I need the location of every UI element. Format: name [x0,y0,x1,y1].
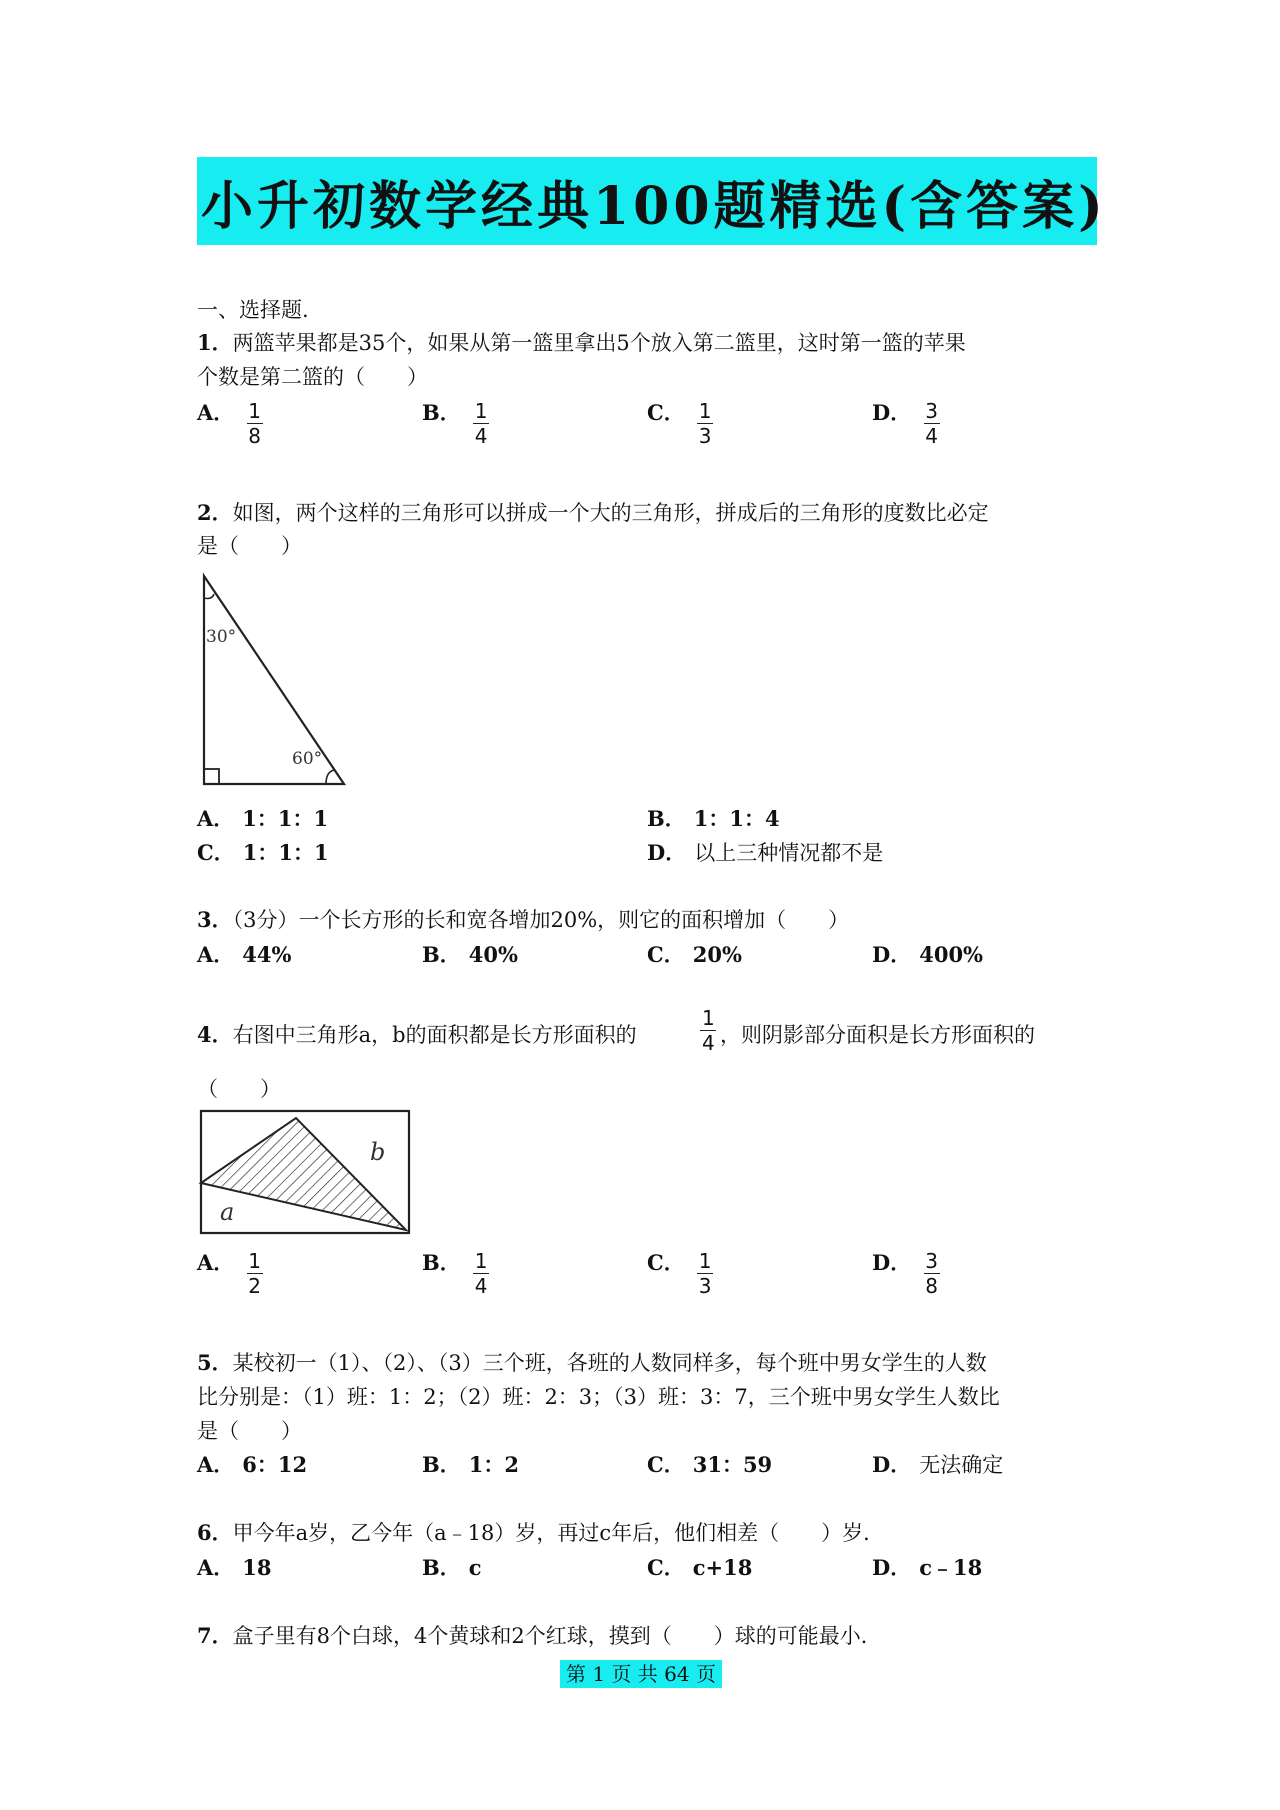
numerator: 3 [925,399,938,423]
label-a: a [220,1198,235,1226]
q3-option-c[interactable] [647,942,742,968]
option-text: c [468,1555,482,1580]
q1-option-c[interactable] [647,400,713,447]
question-3-number: 3． [197,907,233,932]
question-1-line2: 个数是第二篮的（ ） [197,365,428,389]
question-3-line1 [197,907,849,933]
numerator: 1 [248,1249,262,1273]
q5-option-a[interactable] [197,1452,307,1478]
fraction [923,1250,940,1297]
page-footer: 第 1 页 共 64 页 [560,1660,722,1688]
option-label: A． [197,806,235,831]
option-text: 1：2 [468,1452,519,1477]
option-label: C． [647,1555,685,1580]
option-text: 无法确定 [919,1453,1004,1477]
angle-label-60: 60° [292,749,323,769]
question-4-text-start: 右图中三角形a，b的面积都是长方形面积的 [232,1023,637,1047]
q1-option-b[interactable] [422,400,489,447]
option-label: B． [422,942,461,967]
question-5-line1 [197,1350,987,1376]
label-b: b [370,1138,386,1166]
question-7-text: 盒子里有8个白球，4个黄球和2个红球，摸到（ ）球的可能最小． [232,1624,882,1648]
question-4-inline-fraction [700,1007,717,1054]
question-3-text: （3分）一个长方形的长和宽各增加20%，则它的面积增加（ ） [232,908,850,932]
q2-option-a[interactable] [197,806,328,832]
question-4-text-end: ，则阴影部分面积是长方形面积的 [720,1023,1035,1047]
question-1-number: 1． [197,330,233,355]
question-7-line1 [197,1623,882,1649]
denominator: 4 [474,1274,488,1298]
option-label: B． [422,400,461,425]
q6-option-d[interactable] [872,1555,982,1581]
right-triangle-shape [204,576,344,784]
option-label: D． [872,1250,912,1275]
option-text: 1：1：1 [242,806,329,831]
option-text: c﹣18 [919,1555,983,1580]
q6-option-a[interactable] [197,1555,272,1581]
option-text: 18 [242,1555,272,1580]
option-text: 1：1：4 [693,806,780,831]
option-label: C． [197,840,235,865]
question-2-line1 [197,500,989,526]
option-label: C． [647,942,685,967]
q2-option-c[interactable] [197,840,329,866]
q3-option-b[interactable] [422,942,518,968]
q2-option-b[interactable] [647,806,780,832]
option-label: C． [647,1250,685,1275]
triangle-figure [196,572,356,792]
option-label: A． [197,400,235,425]
numerator: 1 [474,1249,488,1273]
q2-option-d[interactable] [647,840,883,866]
question-5-text: 某校初一（1）、（2）、（3）三个班，各班的人数同样多，每个班中男女学生的人数 [232,1351,987,1375]
q4-option-a[interactable] [197,1250,263,1297]
question-4-line1-start [197,1022,637,1048]
fraction [246,400,263,447]
numerator: 1 [698,399,712,423]
denominator: 4 [925,424,938,448]
option-text: 20% [692,942,742,967]
question-2-number: 2． [197,500,233,525]
denominator: 2 [248,1274,262,1298]
fraction [697,1250,714,1297]
option-label: D． [872,1452,912,1477]
fraction [473,1250,490,1297]
question-1-line1 [197,330,966,356]
option-label: B． [422,1250,461,1275]
top-angle-arc [204,594,214,599]
q3-option-a[interactable] [197,942,291,968]
numerator: 1 [702,1006,715,1030]
question-2-line2: 是（ ） [197,534,302,558]
option-label: D． [647,840,687,865]
option-label: C． [647,1452,685,1477]
q4-option-c[interactable] [647,1250,713,1297]
question-6-line1 [197,1520,884,1546]
question-7-number: 7． [197,1623,233,1648]
question-4-line2: （ ） [197,1077,281,1101]
question-5-line3: 是（ ） [197,1419,302,1443]
option-text: 31：59 [692,1452,773,1477]
question-5-number: 5． [197,1350,233,1375]
option-label: A． [197,1452,235,1477]
option-label: C． [647,400,685,425]
option-label: B． [422,1555,461,1580]
q1-option-d[interactable] [872,400,940,447]
option-text: 6：12 [242,1452,308,1477]
q4-option-b[interactable] [422,1250,489,1297]
option-label: D． [872,400,912,425]
q6-option-b[interactable] [422,1555,482,1581]
section-heading: 一、选择题. [197,298,309,322]
fraction [923,400,940,447]
denominator: 4 [474,424,488,448]
question-4-number: 4． [197,1022,233,1047]
angle-label-30: 30° [206,627,237,647]
option-label: A． [197,1555,235,1580]
question-6-text: 甲今年a岁，乙今年（a﹣18）岁，再过c年后，他们相差（ ）岁． [232,1521,885,1545]
page-title: 小升初数学经典100题精选(含答案) [201,175,1107,237]
denominator: 3 [698,1274,712,1298]
question-5-line2: 比分别是：（1）班：1：2；（2）班：2：3；（3）班：3：7，三个班中男女学生人数比 [197,1385,1000,1409]
option-label: A． [197,942,235,967]
q5-option-b[interactable] [422,1452,519,1478]
numerator: 1 [698,1249,712,1273]
title-banner [197,157,1107,245]
question-1-text: 两篮苹果都是35个，如果从第一篮里拿出5个放入第二篮里，这时第一篮的苹果 [232,331,966,355]
option-label: B． [647,806,686,831]
fraction [246,1250,263,1297]
right-angle-mark [204,769,219,784]
denominator: 8 [248,424,262,448]
option-label: D． [872,942,912,967]
option-label: B． [422,1452,461,1477]
option-label: D． [872,1555,912,1580]
option-text: 1：1：1 [242,840,329,865]
option-text: 40% [468,942,518,967]
question-6-number: 6． [197,1520,233,1545]
option-text: 400% [919,942,984,967]
numerator: 1 [248,399,262,423]
question-2-text: 如图，两个这样的三角形可以拼成一个大的三角形，拼成后的三角形的度数比必定 [232,501,989,525]
numerator: 3 [925,1249,938,1273]
numerator: 1 [474,399,488,423]
option-text: 44% [242,942,292,967]
q4-option-d[interactable] [872,1250,940,1297]
q6-option-c[interactable] [647,1555,752,1581]
denominator: 3 [698,424,712,448]
q5-option-d[interactable] [872,1452,1003,1478]
fraction [697,400,714,447]
option-label: A． [197,1250,235,1275]
option-text: c+18 [692,1555,753,1580]
q5-option-c[interactable] [647,1452,772,1478]
denominator: 4 [702,1031,715,1055]
rectangle-figure [198,1108,414,1238]
q1-option-a[interactable] [197,400,263,447]
q3-option-d[interactable] [872,942,983,968]
fraction [473,400,490,447]
denominator: 8 [925,1274,938,1298]
bottom-angle-arc [326,770,334,784]
option-text: 以上三种情况都不是 [694,841,884,865]
